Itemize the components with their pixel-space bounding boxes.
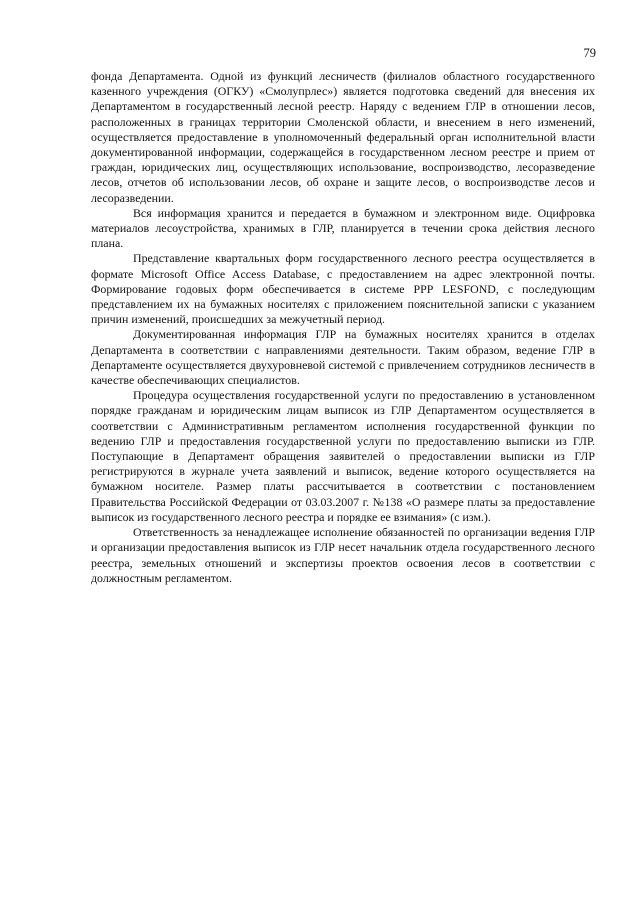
page-number: 79 — [583, 46, 596, 60]
paragraph-1: фонда Департамента. Одной из функций лесничеств (филиалов областного государственного казенного учреждения (ОГКУ) «Смолупрлес») является подготовка сведений для внесения их Департаментом в государственный лесной реестр. Наряду с ведением ГЛР в отношении лесов, расположенных в границах территории Смоленской области, и внесением в него изменений, осуществляется предоставление в уполномоченный федеральный орган исполнительной власти документированной информации, содержащейся в государственном лесном реестре и прием от граждан, юридических лиц, осуществляющих использование, воспроизводство, лесоразведение лесов, отчетов об использовании лесов, об охране и защите лесов, о воспроизводстве лесов и лесоразведении. — [91, 69, 595, 205]
paragraph-6: Ответственность за ненадлежащее исполнение обязанностей по организации ведения ГЛР и организации предоставления выписок из ГЛР несет начальник отдела государственного лесного реестра, земельных отношений и экспертизы проектов освоения лесов в соответствии с должностным регламентом. — [91, 525, 595, 585]
paragraph-2: Вся информация хранится и передается в бумажном и электронном виде. Оцифровка материалов лесоустройства, хранимых в ГЛР, планируется в течении срока действия лесного плана. — [91, 205, 595, 251]
paragraph-5: Процедура осуществления государственной услуги по предоставлению в установленном порядке гражданам и юридическим лицам выписок из ГЛР Департаментом осуществляется в соответствии с Административным регламентом исполнения государственной функции по ведению ГЛР и предоставления государственной услуги по предоставлению выписки из ГЛР. Поступающие в Департамент обращения заявителей о предоставлении выписки из ГЛР регистрируются в журнале учета заявлений и выписок, ведение которого осуществляется на бумажном носителе. Размер платы рассчитывается в соответствии с постановлением Правительства Российской Федерации от 03.03.2007 г. №138 «О размере платы за предоставление выписок из государственного лесного реестра и порядке ее взимания» (с изм.). — [91, 388, 595, 524]
paragraph-4: Документированная информация ГЛР на бумажных носителях хранится в отделах Департамента в соответствии с направлениями деятельности. Таким образом, ведение ГЛР в Департаменте осуществляется двухуровневой системой с привлечением сотрудников лесничеств в качестве обеспечивающих специалистов. — [91, 327, 595, 388]
paragraph-3: Представление квартальных форм государственного лесного реестра осуществляется в формате Microsoft Office Access Database, с предоставлением на адрес электронной почты. Формирование годовых форм обеспечивается в системе РРР LESFOND, с последующим представлением их на бумажных носителях с приложением пояснительной записки с указанием причин изменений, происшедших за межучетный период. — [91, 251, 595, 327]
body-text — [91, 69, 595, 586]
